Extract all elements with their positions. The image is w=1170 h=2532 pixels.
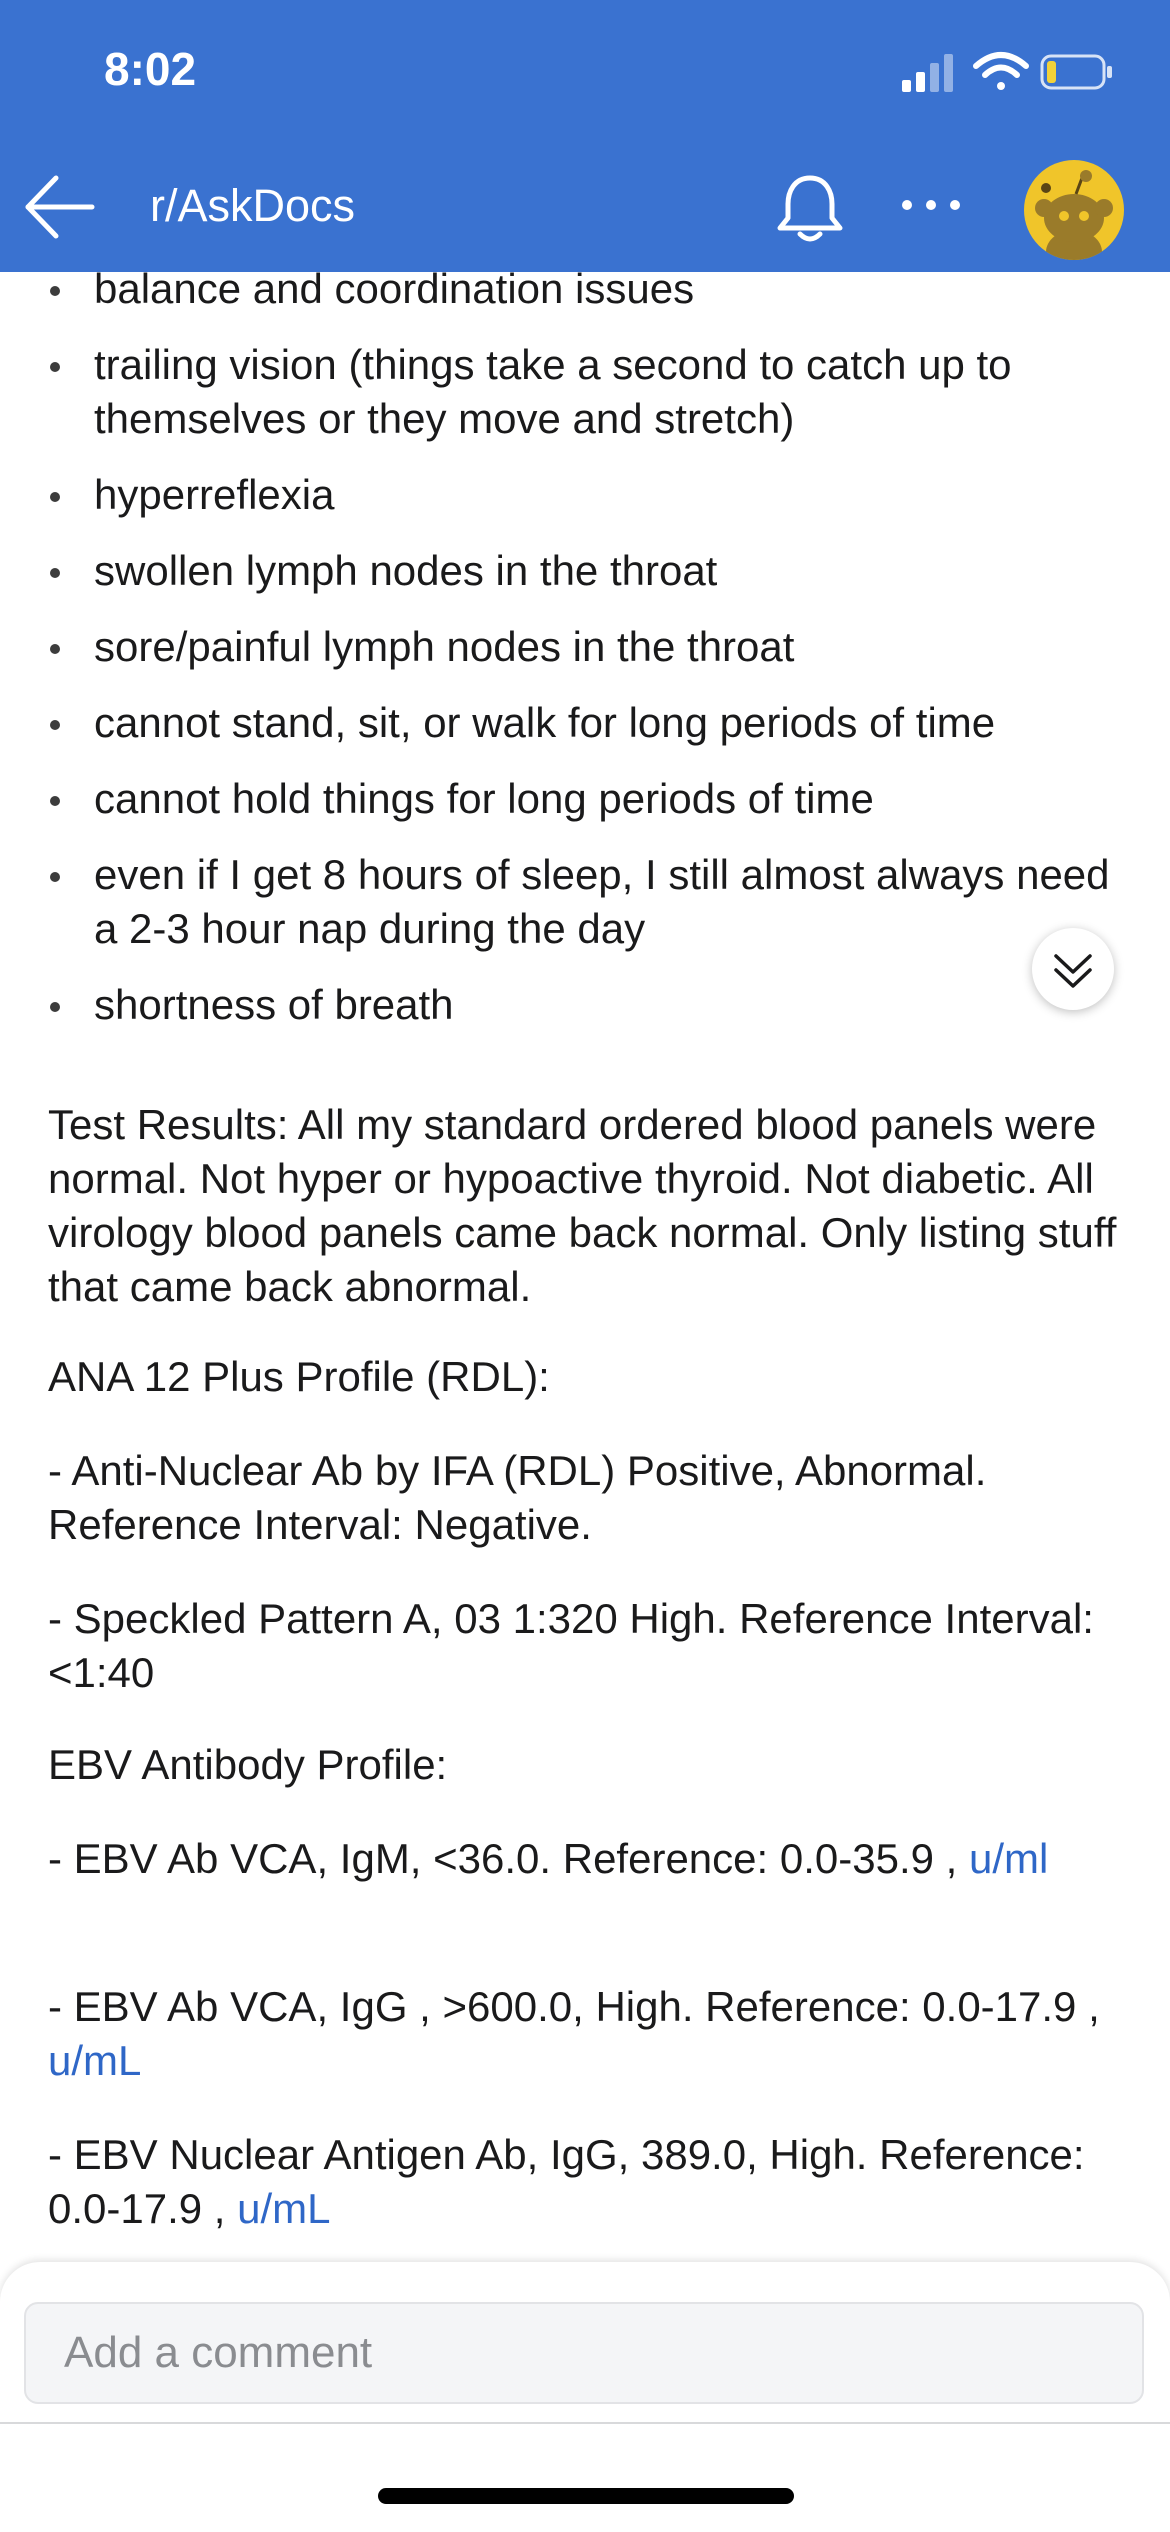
wifi-icon xyxy=(976,55,1026,90)
ebv-result-1: - EBV Ab VCA, IgM, <36.0. Reference: 0.0-35.9 , u/ml xyxy=(48,1835,1049,1882)
user-link[interactable]: u/ml xyxy=(969,1835,1049,1882)
list-item: trailing vision (things take a second to catch up to themselves or they move and stretch) xyxy=(48,338,1128,446)
user-link[interactable]: u/mL xyxy=(237,2185,331,2232)
list-item: hyperreflexia xyxy=(48,468,1128,522)
ana-result-1: - Anti-Nuclear Ab by IFA (RDL) Positive, Abnormal. Reference Interval: Negative. xyxy=(48,1447,987,1548)
comment-bar xyxy=(0,2262,1170,2532)
list-item: cannot hold things for long periods of time xyxy=(48,772,1128,826)
avatar-button[interactable] xyxy=(1024,160,1124,260)
list-item: even if I get 8 hours of sleep, I still almost always need a 2-3 hour nap during the day xyxy=(48,848,1128,956)
subreddit-title[interactable]: r/AskDocs xyxy=(150,180,356,231)
back-arrow-icon xyxy=(28,178,92,236)
ebv-result-2: - EBV Ab VCA, IgG , >600.0, High. Reference: 0.0-17.9 , u/mL xyxy=(48,1983,1100,2084)
ana-result-2: - Speckled Pattern A, 03 1:320 High. Reference Interval: <1:40 xyxy=(48,1595,1094,1696)
list-item: balance and coordination issues xyxy=(48,272,1128,316)
test-results-paragraph: Test Results: All my standard ordered blood panels were normal. Not hyper or hypoactive thyroid. Not diabetic. All virology blood panels came back normal. Only listing stuff that came back abnormal. xyxy=(48,1101,1117,1310)
snoo-avatar-icon xyxy=(1024,160,1124,260)
status-icons xyxy=(902,50,1114,94)
app-header xyxy=(0,0,1170,272)
post-body xyxy=(0,272,1170,2262)
next-comment-button[interactable] xyxy=(1032,928,1114,1010)
notifications-button[interactable] xyxy=(770,168,850,248)
user-link[interactable]: u/mL xyxy=(48,2037,142,2084)
signal-icon xyxy=(902,54,953,92)
more-options-button[interactable] xyxy=(896,185,966,225)
list-item: sore/painful lymph nodes in the throat xyxy=(48,620,1128,674)
home-indicator[interactable] xyxy=(378,2488,794,2504)
ana-heading: ANA 12 Plus Profile (RDL): xyxy=(48,1353,550,1400)
back-button[interactable] xyxy=(20,172,100,242)
battery-icon xyxy=(1042,56,1112,88)
chevron-double-down-icon xyxy=(1048,944,1098,994)
bell-icon xyxy=(780,178,840,239)
more-dots-icon xyxy=(902,200,960,210)
divider xyxy=(0,2422,1170,2424)
ebv-heading: EBV Antibody Profile: xyxy=(48,1741,448,1788)
list-item: cannot stand, sit, or walk for long periods of time xyxy=(48,696,1128,750)
comment-input[interactable] xyxy=(24,2302,1144,2404)
status-time: 8:02 xyxy=(104,43,197,95)
list-item: swollen lymph nodes in the throat xyxy=(48,544,1128,598)
ebv-result-3: - EBV Nuclear Antigen Ab, IgG, 389.0, High. Reference: 0.0-17.9 , u/mL xyxy=(48,2131,1085,2232)
list-item: shortness of breath xyxy=(48,978,1128,1032)
